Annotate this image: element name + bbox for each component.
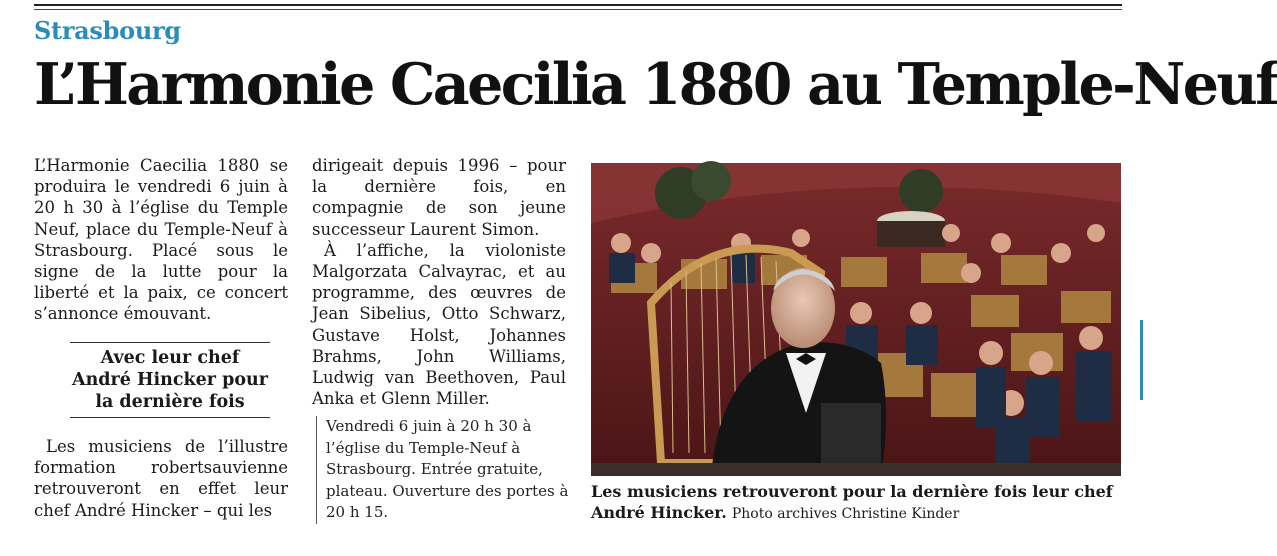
- concert-photo: [591, 163, 1121, 476]
- photo-caption: [591, 481, 1131, 525]
- column-2: [312, 155, 566, 409]
- column-1: [34, 155, 288, 325]
- lead-paragraph: L’Harmonie Caecilia 1880 se produira le vendredi 6 juin à 20 h 30 à l’église du Temple Neuf, place du Temple-Neuf à Strasbourg. Placé sous le signe de la lutte pour la liberté et la paix, ce concert s’annonce émouvant.: [34, 156, 288, 324]
- top-rule: [34, 4, 1122, 6]
- concert-photo-illustration: [591, 163, 1121, 476]
- subheading: Avec leur chef André Hincker pour la dernière fois: [70, 342, 270, 418]
- top-rule-thin: [34, 9, 1122, 10]
- section-kicker: Strasbourg: [34, 16, 181, 45]
- paragraph-program: À l’affiche, la violoniste Malgorzata Calvayrac, et au programme, des œuvres de Jean Sibelius, Otto Schwarz, Gustave Holst, Johannes Brahms, John Williams, Ludwig van Beethoven, Paul Anka et Glenn Miller.: [312, 240, 566, 409]
- column-1-continued: [34, 436, 288, 521]
- paragraph-musicians: Les musiciens de l’illustre formation robertsauvienne retrouveront en effet leur chef André Hincker – qui les: [34, 437, 288, 520]
- caption-text: Les musiciens retrouveront pour la dernière fois leur chef André Hincker.: [591, 482, 1113, 522]
- photo-credit: Photo archives Christine Kinder: [731, 506, 960, 522]
- page-edge-accent: [1140, 320, 1150, 400]
- paragraph-continued: dirigeait depuis 1996 – pour la dernière fois, en compagnie de son jeune successeur Laurent Simon.: [312, 156, 566, 239]
- article-headline: L’Harmonie Caecilia 1880 au Temple-Neuf: [34, 51, 1277, 118]
- practical-info-box: Vendredi 6 juin à 20 h 30 à l’église du Temple-Neuf à Strasbourg. Entrée gratuite, plateau. Ouverture des portes à 20 h 15.: [316, 416, 570, 524]
- page-edge-mark: [1140, 64, 1149, 104]
